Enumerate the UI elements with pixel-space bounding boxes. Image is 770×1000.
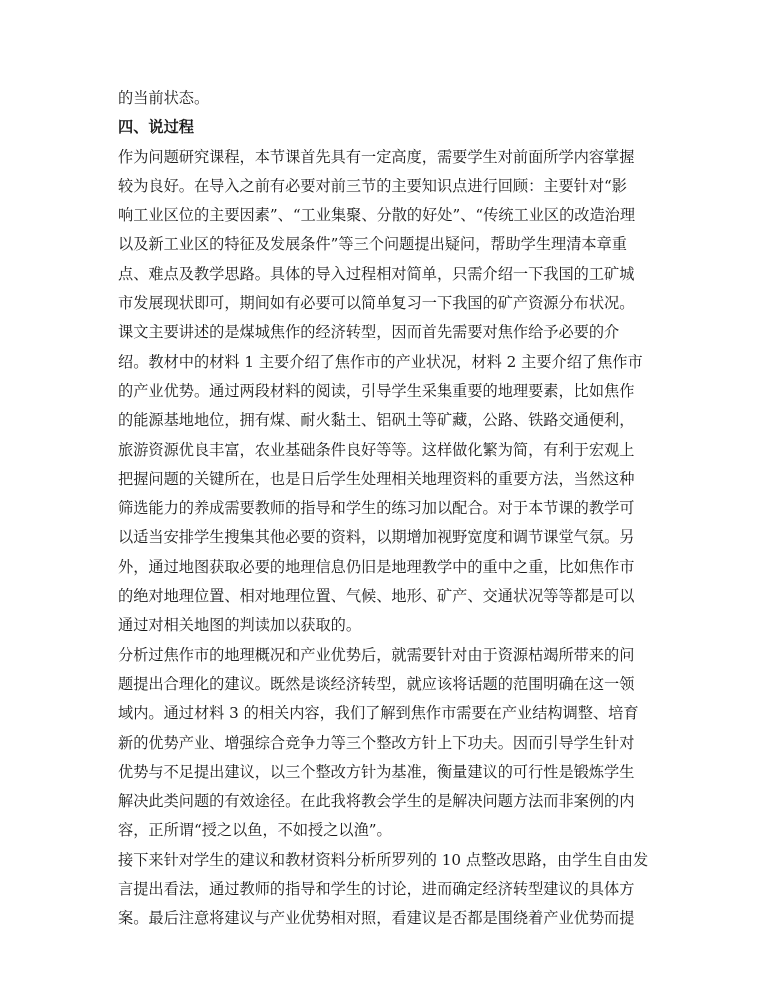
- text-line: 筛选能力的养成需要教师的指导和学生的练习加以配合。对于本节课的教学可: [118, 499, 635, 518]
- text-line: 较为良好。在导入之前有必要对前三节的主要知识点进行回顾：主要针对“影: [118, 176, 627, 195]
- text-line: 通过对相关地图的判读加以获取的。: [118, 616, 361, 635]
- text-line: 题提出合理化的建议。既然是谈经济转型，就应该将话题的范围明确在这一领: [118, 674, 635, 693]
- text-line: 的产业优势。通过两段材料的阅读，引导学生采集重要的地理要素，比如焦作: [118, 381, 635, 400]
- text-line: 以及新工业区的特征及发展条件”等三个问题提出疑问，帮助学生理清本章重: [118, 235, 627, 254]
- text-line: 分析过焦作市的地理概况和产业优势后，就需要针对由于资源枯竭所带来的问: [118, 645, 635, 664]
- text-line: 外，通过地图获取必要的地理信息仍旧是地理教学中的重中之重，比如焦作市: [118, 557, 635, 576]
- text-line: 的能源基地地位，拥有煤、耐火黏土、铝矾土等矿藏，公路、铁路交通便利，: [118, 411, 635, 430]
- text-line: 域内。通过材料 3 的相关内容，我们了解到焦作市需要在产业结构调整、培育: [118, 704, 639, 723]
- text-line: 案。最后注意将建议与产业优势相对照，看建议是否都是围绕着产业优势而提: [118, 909, 635, 928]
- text-line: 接下来针对学生的建议和教材资料分析所罗列的 10 点整改思路，由学生自由发: [118, 850, 649, 869]
- text-line: 绍。教材中的材料 1 主要介绍了焦作市的产业状况，材料 2 主要介绍了焦作市: [118, 352, 643, 371]
- text-line: 的当前状态。: [118, 89, 210, 107]
- document-body: [118, 84, 658, 934]
- text-line: 解决此类问题的有效途径。在此我将教会学生的是解决问题方法而非案例的内: [118, 792, 635, 811]
- text-line: 言提出看法，通过教师的指导和学生的讨论，进而确定经济转型建议的具体方: [118, 880, 635, 899]
- text-line: 点、难点及教学思路。具体的导入过程相对简单，只需介绍一下我国的工矿城: [118, 264, 635, 283]
- text-line: 以适当安排学生搜集其他必要的资料，以期增加视野宽度和调节课堂气氛。另: [118, 528, 635, 547]
- text-line: 优势与不足提出建议，以三个整改方针为基准，衡量建议的可行性是锻炼学生: [118, 762, 635, 781]
- text-line: 作为问题研究课程，本节课首先具有一定高度，需要学生对前面所学内容掌握: [118, 147, 635, 166]
- section-heading: 四、说过程: [118, 118, 194, 137]
- text-line: 课文主要讲述的是煤城焦作的经济转型，因而首先需要对焦作给予必要的介: [118, 323, 620, 342]
- text-line: 旅游资源优良丰富，农业基础条件良好等等。这样做化繁为简，有利于宏观上: [118, 440, 635, 459]
- text-line: 市发展现状即可，期间如有必要可以简单复习一下我国的矿产资源分布状况。: [118, 294, 635, 313]
- text-line: 响工业区位的主要因素”、“工业集聚、分散的好处”、“传统工业区的改造治理: [118, 206, 636, 225]
- text-line: 新的优势产业、增强综合竞争力等三个整改方针上下功夫。因而引导学生针对: [118, 733, 635, 752]
- text-line: 容，正所谓“授之以鱼，不如授之以渔”。: [118, 821, 392, 840]
- text-line: 的绝对地理位置、相对地理位置、气候、地形、矿产、交通状况等等都是可以: [118, 587, 635, 606]
- text-line: 把握问题的关键所在，也是日后学生处理相关地理资料的重要方法，当然这种: [118, 469, 635, 488]
